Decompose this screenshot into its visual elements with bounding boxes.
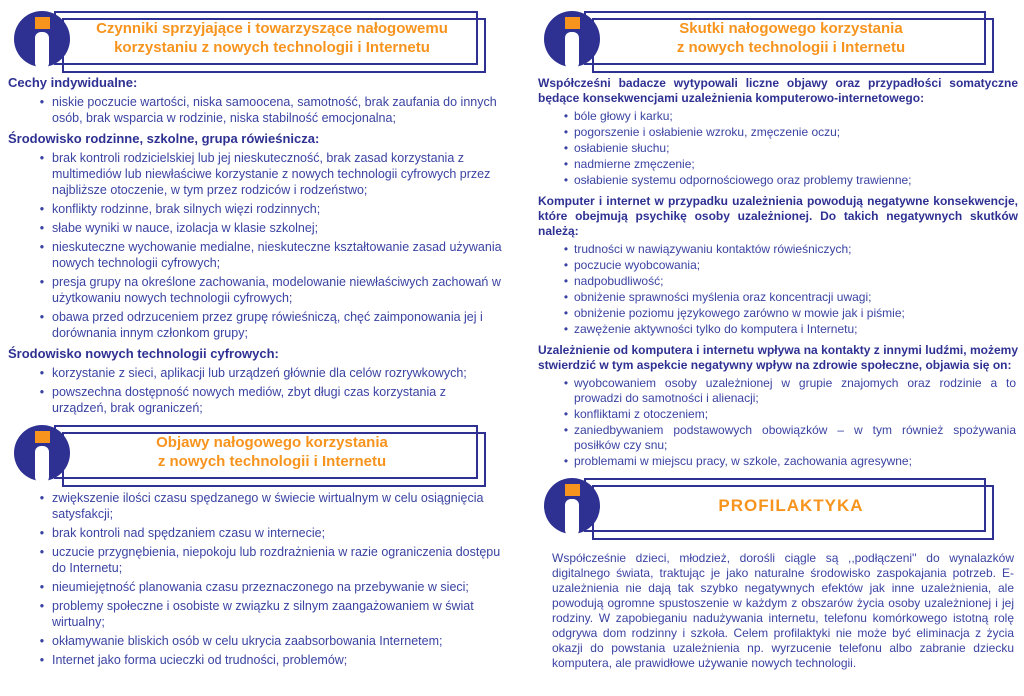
section-title-effects: [604, 11, 978, 65]
list-item: • wyobcowaniem osoby uzależnionej w grupie znajomych oraz rodzinie a to prowadzi do samotności i alienacji;: [558, 376, 1018, 406]
bullet-icon: •: [563, 157, 569, 171]
list-symptoms: [8, 490, 510, 668]
list-item: • osłabienie słuchu;: [558, 141, 1018, 156]
list-somatic: [538, 109, 1018, 188]
list-item: • korzystanie z sieci, aplikacji lub urządzeń głównie dla celów rozrywkowych;: [32, 365, 510, 381]
title-line: Objawy nałogowego korzystania: [156, 434, 388, 451]
list-individual: [8, 94, 510, 126]
list-family: [8, 150, 510, 341]
bullet-icon: •: [563, 242, 569, 256]
section-header-effects: [538, 8, 1018, 70]
bullet-icon: •: [39, 366, 45, 380]
bullet-icon: •: [563, 274, 569, 288]
list-tech: [8, 365, 510, 416]
bullet-icon: •: [563, 423, 569, 437]
title-line: Skutki nałogowego korzystania: [679, 20, 903, 37]
list-item: • brak kontroli rodzicielskiej lub jej nieskuteczność, brak zasad korzystania z multimediów lub niewłaściwe korzystanie z nowych technologii cyfrowych przez najbliższe otoczenie, w tym przez rodziców i rodzeństwo;: [32, 150, 510, 198]
list-item: • nadpobudliwość;: [558, 274, 1018, 289]
list-item: • osłabienie systemu odpornościowego oraz problemy trawienne;: [558, 173, 1018, 188]
list-item: • powszechna dostępność nowych mediów, zbyt długi czas korzystania z urządzeń, brak ograniczeń;: [32, 384, 510, 416]
bullet-icon: •: [39, 491, 45, 505]
bullet-icon: •: [39, 310, 45, 324]
title-line: Czynniki sprzyjające i towarzyszące nałogowemu: [96, 20, 448, 37]
bullet-icon: •: [563, 290, 569, 304]
paragraph-somatic: Współcześni badacze wytypowali liczne objawy oraz przypadłości somatyczne będące konsekwencjami uzależnienia komputerowo-internetowego:: [538, 76, 1018, 105]
list-item: • bóle głowy i karku;: [558, 109, 1018, 124]
list-item: • nieskuteczne wychowanie medialne, nieskuteczne kształtowanie zasad używania nowych technologii cyfrowych;: [32, 239, 510, 271]
title-line: korzystaniu z nowych technologii i Internetu: [114, 39, 430, 56]
section-title-symptoms: [74, 425, 470, 479]
bullet-icon: •: [563, 258, 569, 272]
bullet-icon: •: [39, 599, 45, 613]
list-item: • poczucie wyobcowania;: [558, 258, 1018, 273]
left-column: [8, 0, 510, 671]
paragraph-psyche: Komputer i internet w przypadku uzależnienia powodują negatywne konsekwencje, które obejmują psychikę osoby uzależnionej. Do takich negatywnych skutków należą:: [538, 194, 1018, 238]
list-item: • okłamywanie bliskich osób w celu ukrycia zaabsorbowania Internetem;: [32, 633, 510, 649]
bullet-icon: •: [39, 275, 45, 289]
right-column: [538, 0, 1018, 671]
info-icon-bar: [565, 32, 579, 69]
bullet-icon: •: [563, 109, 569, 123]
title-line: PROFILAKTYKA: [718, 495, 864, 515]
info-icon-dot: [565, 17, 580, 29]
bullet-icon: •: [39, 634, 45, 648]
paragraph-social: Uzależnienie od komputera i internetu wpływa na kontakty z innymi ludźmi, możemy stwierdzić w tym aspekcie negatywny wpływ na zdrowie społeczne, objawia się on:: [538, 343, 1018, 372]
bullet-icon: •: [39, 240, 45, 254]
section-header-prevention: [538, 475, 1018, 537]
bullet-icon: •: [563, 454, 569, 468]
bullet-icon: •: [39, 526, 45, 540]
list-item: • obniżenie sprawności myślenia oraz koncentracji uwagi;: [558, 290, 1018, 305]
list-item: • niskie poczucie wartości, niska samoocena, samotność, brak zaufania do innych osób, brak wsparcia w rodzinie, niska stabilność emocjonalna;: [32, 94, 510, 126]
subheading-individual: Cechy indywidualne:: [8, 75, 138, 90]
info-icon-dot: [565, 484, 580, 496]
list-item: • problemami w miejscu pracy, w szkole, zachowania agresywne;: [558, 454, 1018, 469]
list-item: • problemy społeczne i osobiste w związku z silnym zaangażowaniem w świat wirtualny;: [32, 598, 510, 630]
list-item: • nadmierne zmęczenie;: [558, 157, 1018, 172]
list-item: • pogorszenie i osłabienie wzroku, zmęczenie oczu;: [558, 125, 1018, 140]
section-title-prevention: [604, 478, 978, 532]
list-item: • uczucie przygnębienia, niepokoju lub rozdrażnienia w razie ograniczenia dostępu do Internetu;: [32, 544, 510, 576]
list-social: [538, 376, 1018, 469]
section-header-factors: [8, 8, 510, 70]
section-header-symptoms: [8, 422, 510, 484]
bullet-icon: •: [39, 580, 45, 594]
list-item: • zawężenie aktywności tylko do komputera i Internetu;: [558, 322, 1018, 337]
bullet-icon: •: [563, 407, 569, 421]
info-icon-dot: [35, 17, 50, 29]
info-icon-bar: [35, 32, 49, 69]
list-psyche: [538, 242, 1018, 337]
list-item: • konflikty rodzinne, brak silnych więzi rodzinnych;: [32, 201, 510, 217]
title-line: z nowych technologii i Internetu: [676, 39, 906, 56]
bullet-icon: •: [39, 385, 45, 399]
list-item: • Internet jako forma ucieczki od trudności, problemów;: [32, 652, 510, 668]
subheading-tech: Środowisko nowych technologii cyfrowych:: [8, 346, 279, 361]
bullet-icon: •: [39, 221, 45, 235]
info-icon-dot: [35, 431, 50, 443]
bullet-icon: •: [563, 173, 569, 187]
info-icon-bar: [565, 499, 579, 536]
list-item: • obniżenie poziomu językowego zarówno w mowie jak i piśmie;: [558, 306, 1018, 321]
bullet-icon: •: [39, 545, 45, 559]
bullet-icon: •: [39, 653, 45, 667]
list-item: • słabe wyniki w nauce, izolacja w klasie szkolnej;: [32, 220, 510, 236]
list-item: • nieumiejętność planowania czasu przeznaczonego na przebywanie w sieci;: [32, 579, 510, 595]
list-item: • konfliktami z otoczeniem;: [558, 407, 1018, 422]
list-item: • zaniedbywaniem podstawowych obowiązków – w tym również spożywania posiłków czy snu;: [558, 423, 1018, 453]
bullet-icon: •: [39, 202, 45, 216]
bullet-icon: •: [39, 95, 45, 109]
list-item: • zwiększenie ilości czasu spędzanego w świecie wirtualnym w celu osiągnięcia satysfakcji;: [32, 490, 510, 522]
list-item: • obawa przed odrzuceniem przez grupę rówieśniczą, chęć zaimponowania jej i dorównania innym członkom grupy;: [32, 309, 510, 341]
bullet-icon: •: [563, 141, 569, 155]
bullet-icon: •: [563, 322, 569, 336]
bullet-icon: •: [39, 151, 45, 165]
section-title-factors: [74, 11, 470, 65]
subheading-family: Środowisko rodzinne, szkolne, grupa rówieśnicza:: [8, 131, 320, 146]
bullet-icon: •: [563, 376, 569, 390]
list-item: • presja grupy na określone zachowania, modelowanie niewłaściwych zachowań w użytkowaniu nowych technologii cyfrowych;: [32, 274, 510, 306]
info-icon-bar: [35, 446, 49, 483]
bullet-icon: •: [563, 306, 569, 320]
paragraph-prevention: Współcześnie dzieci, młodzież, dorośli ciągle są ,,podłączeni'' do wynalazków digitalnego świata, traktując je jako naturalne środowisko zaspokajania potrzeb. E-uzależnienia nie dają tak szybko negatywnych efektów jak inne uzależnienia, ale powodują ogromne spustoszenie w każdym z obszarów życia osoby uzależnionej i jej rodziny. W zapobieganiu nadużywania internetu, telefonu komórkowego istotną rolę odgrywa dom rodzinny i szkoła. Celem profilaktyki nie może być eliminacja z życia okazji do powstania uzależnienia np. wyrzucenie telefonu albo zabranie dziecku komputera, ale prawidłowe używanie nowych technologii.: [552, 551, 1014, 670]
list-item: • trudności w nawiązywaniu kontaktów rówieśniczych;: [558, 242, 1018, 257]
title-line: z nowych technologii i Internetu: [157, 453, 387, 470]
bullet-icon: •: [563, 125, 569, 139]
list-item: • brak kontroli nad spędzaniem czasu w internecie;: [32, 525, 510, 541]
